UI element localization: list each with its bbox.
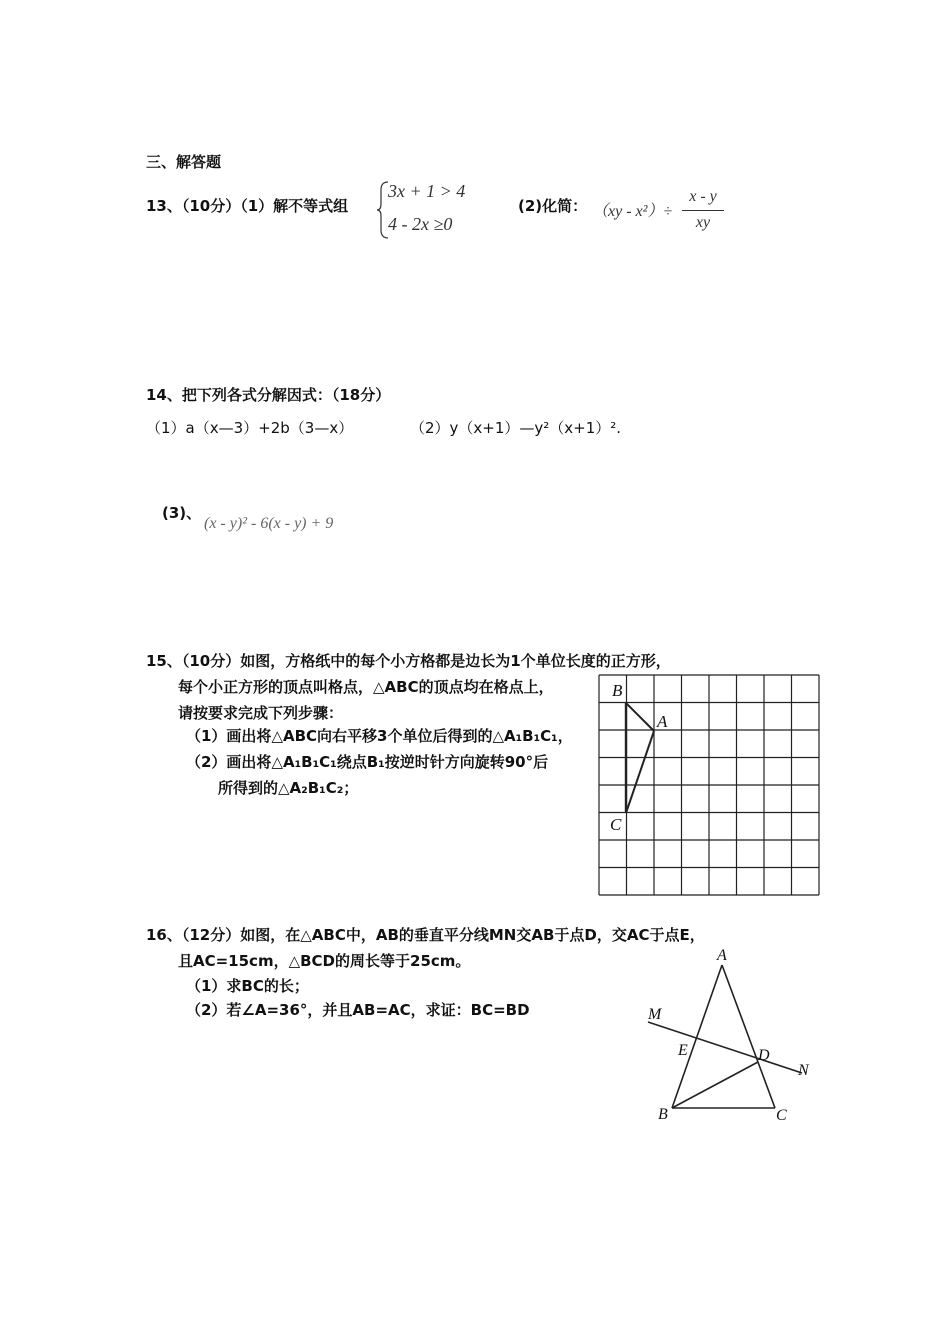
- q15-line2: 每个小正方形的顶点叫格点，△ABC的顶点均在格点上，: [178, 678, 554, 696]
- q14-part3-label: (3)、: [162, 504, 202, 522]
- q13-expr-left: （xy - x²）÷: [592, 203, 673, 220]
- q16-line2: 且AC=15cm，△BCD的周长等于25cm。: [178, 952, 471, 970]
- q14-part1: （1）a（x—3）+2b（3—x）: [146, 419, 354, 437]
- fig-label-d: D: [758, 1047, 770, 1064]
- q13-frac-numerator: x - y: [689, 188, 717, 205]
- q14-part3-expr: (x - y)² - 6(x - y) + 9: [204, 515, 334, 532]
- line-mn: [648, 1022, 802, 1073]
- q16-line1: 16、（12分）如图，在△ABC中，AB的垂直平分线MN交AB于点D，交AC于点E，: [146, 926, 705, 944]
- triangle-side-ba: [626, 703, 654, 731]
- fig-label-m: M: [648, 1006, 662, 1023]
- q15-step2b: 所得到的△A₂B₁C₂；: [218, 779, 359, 797]
- q13-frac-denominator: xy: [695, 214, 711, 231]
- q13-intro: 13、（10分）（1）解不等式组: [146, 197, 349, 215]
- fig-label-b: B: [658, 1106, 668, 1123]
- q14-title: 14、把下列各式分解因式：（18分）: [146, 386, 391, 404]
- triangle-side-ac: [626, 731, 654, 813]
- q16-part1: （1）求BC的长；: [186, 977, 309, 995]
- q15-step1: （1）画出将△ABC向右平移3个单位后得到的△A₁B₁C₁，: [186, 727, 573, 745]
- grid-label-b: B: [612, 681, 623, 700]
- q15-step2a: （2）画出将△A₁B₁C₁绕点B₁按逆时针方向旋转90°后: [186, 753, 549, 771]
- segment-ac: [722, 965, 775, 1108]
- triangle-figure: [630, 945, 830, 1130]
- q15-line1: 15、（10分）如图，方格纸中的每个小方格都是边长为1个单位长度的正方形，: [146, 652, 671, 670]
- q13-ineq1: 3x + 1 > 4: [388, 181, 466, 201]
- section-title: 三、解答题: [146, 153, 222, 171]
- grid-label-a: A: [657, 712, 668, 731]
- fig-label-c: C: [776, 1107, 787, 1124]
- q15-line3: 请按要求完成下列步骤：: [178, 704, 344, 722]
- q13-frac-line: [682, 210, 724, 211]
- segment-ab: [672, 965, 722, 1108]
- fig-label-e: E: [678, 1042, 688, 1059]
- grid-figure: [596, 672, 824, 898]
- q16-part2: （2）若∠A=36°，并且AB=AC，求证：BC=BD: [186, 1001, 530, 1019]
- fig-label-a: A: [717, 947, 727, 964]
- q14-part2: （2）y（x+1）—y²（x+1）².: [410, 419, 622, 437]
- q13-part2-label: (2)化简：: [518, 197, 588, 215]
- fig-label-n: N: [798, 1062, 809, 1079]
- q13-ineq2: 4 - 2x ≥0: [388, 214, 453, 234]
- grid-label-c: C: [610, 815, 622, 834]
